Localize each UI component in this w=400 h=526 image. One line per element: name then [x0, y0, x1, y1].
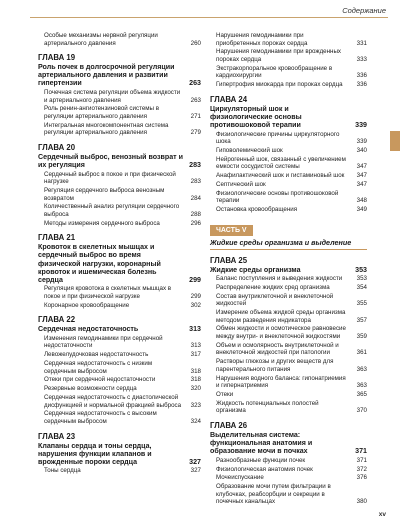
toc-entry-title: Измерение объема жидкой среды организма методом разведения индикатора [216, 309, 346, 324]
chapter-label: ГЛАВА 23 [38, 431, 76, 441]
toc-entry-title: Левожелудочковая недостаточность [44, 351, 149, 359]
toc-entry-page: 355 [356, 300, 367, 308]
toc-entry[interactable] [38, 122, 201, 137]
toc-entry-title: Количественный анализ регуляции сердечного выброса [44, 203, 180, 218]
chapter-title: Жидкие среды организма [210, 265, 301, 274]
toc-entry[interactable] [210, 466, 367, 474]
toc-entry[interactable] [210, 391, 367, 399]
part-heading [210, 219, 367, 250]
toc-entry-page: 333 [356, 55, 367, 63]
toc-entry-title: Септический шок [216, 180, 266, 188]
chapter-heading[interactable] [38, 243, 201, 283]
toc-entry-page: 283 [190, 178, 201, 186]
toc-entry-title: Баланс поступления и выведения жидкости [216, 275, 343, 283]
toc-entry[interactable] [38, 394, 201, 409]
chapter-title: Роль почек в долгосрочной регуляции артериального давления и развитии гипертензии [38, 63, 175, 88]
toc-entry-title: Гиповолемический шок [216, 146, 283, 154]
toc-entry-title: Изменения гемодинамики при сердечной недостаточности [44, 334, 163, 350]
toc-entry[interactable] [210, 474, 367, 482]
toc-entry-title: Роль ренин-ангиотензиновой системы в регуляции артериального давления [44, 105, 159, 120]
running-header-title: Содержание [342, 6, 386, 15]
toc-entry-title: Мочеиспускание [216, 474, 264, 482]
chapter-title: Сердечная недостаточность [38, 325, 139, 334]
part-rule [210, 249, 367, 250]
chapter-page: 371 [355, 447, 367, 456]
toc-entry-page: 323 [190, 401, 201, 409]
toc-entry[interactable] [38, 467, 201, 475]
chapter-page: 353 [355, 265, 367, 274]
chapter-heading[interactable] [210, 105, 367, 129]
chapter-page: 299 [189, 275, 201, 284]
toc-entry-page: 339 [356, 138, 367, 146]
toc-entry-page: 353 [356, 275, 367, 283]
toc-entry[interactable] [210, 284, 367, 292]
toc-entry-page: 284 [190, 194, 201, 202]
toc-entry-title: Сердечная недостаточность с диастолической дисфункцией и нормальной фракцией выброса [44, 393, 182, 409]
toc-entry-title: Распределение жидких сред организма [216, 283, 330, 291]
chapter-page: 283 [189, 161, 201, 169]
toc-entry[interactable] [210, 342, 367, 357]
toc-entry-title: Жидкость потенциальных полостей организма [216, 399, 319, 415]
toc-entry[interactable] [210, 483, 367, 506]
toc-entry[interactable] [210, 147, 367, 155]
toc-entry-page: 380 [356, 498, 367, 506]
chapter-heading[interactable] [38, 153, 201, 169]
toc-entry-page: 347 [356, 172, 367, 180]
toc-entry[interactable] [38, 302, 201, 310]
toc-entry-title: Отеки при сердечной недостаточности [44, 376, 156, 384]
toc-entry-title: Физиологические причины циркуляторного шока [216, 130, 340, 146]
toc-entry[interactable] [210, 32, 367, 47]
chapter-label: ГЛАВА 25 [210, 255, 248, 265]
toc-entry-page: 361 [356, 349, 367, 357]
toc-entry-page: 327 [190, 467, 201, 475]
toc-entry[interactable] [38, 203, 201, 218]
toc-entry-page: 340 [356, 146, 367, 154]
toc-entry-title: Сердечная недостаточность с низким сердечным выбросом [44, 360, 153, 375]
toc-entry-page: 317 [190, 351, 201, 359]
toc-entry-page: 363 [356, 365, 367, 373]
section-thumb-tab [390, 131, 400, 151]
toc-entry[interactable] [38, 171, 201, 186]
toc-entry-title: Физиологическая анатомия почек [216, 465, 313, 473]
toc-entry-title: Резервные возможности сердца [44, 385, 137, 393]
toc-entry-title: Интегральная многокомпонентная система регуляции артериального давления [44, 121, 169, 137]
toc-entry[interactable] [210, 156, 367, 171]
toc-entry[interactable] [210, 309, 367, 324]
toc-entry[interactable] [210, 48, 367, 63]
toc-entry-page: 313 [190, 342, 201, 350]
toc-entry-page: 376 [356, 474, 367, 482]
toc-entry-title: Нарушения гемодинамики при врожденных пороках сердца [216, 48, 341, 63]
chapter-title: Сердечный выброс, венозный возврат и их регуляция [38, 152, 183, 169]
toc-entry-title: Нарушения гемодинамики при приобретенных пороках сердца [216, 32, 308, 47]
toc-entry-page: 372 [356, 465, 367, 473]
toc-entry[interactable] [38, 89, 201, 104]
toc-entry-page: 347 [356, 180, 367, 188]
toc-entry-page: 318 [190, 367, 201, 375]
chapter-page: 327 [189, 457, 201, 466]
toc-entry-page: 363 [356, 382, 367, 390]
toc-entry-page: 336 [356, 81, 367, 89]
chapter-label: ГЛАВА 24 [210, 94, 248, 104]
chapter-page: 313 [189, 325, 201, 334]
toc-entry[interactable] [38, 105, 201, 120]
toc-entry[interactable] [210, 457, 367, 465]
toc-entry-page: 320 [190, 385, 201, 393]
toc-entry[interactable] [38, 335, 201, 350]
toc-entry-page: 370 [356, 407, 367, 415]
toc-entry-page: 302 [190, 301, 201, 309]
chapter-heading[interactable] [38, 63, 201, 87]
toc-entry[interactable] [38, 360, 201, 375]
toc-entry-title: Растворы глюкозы и других веществ для парентерального питания [216, 358, 334, 373]
chapter-title: Кровоток в скелетных мышцах и сердечный выброс во время физической нагрузки, коронарный кровоток и ишемическая болезнь сердца [38, 243, 161, 284]
toc-entry[interactable] [210, 358, 367, 373]
toc-entry[interactable] [210, 65, 367, 80]
toc-entry[interactable] [210, 206, 367, 214]
chapter-label: ГЛАВА 26 [210, 420, 248, 430]
chapter-label: ГЛАВА 22 [38, 315, 76, 325]
toc-entry-page: 357 [356, 316, 367, 324]
toc-entry-page: 359 [356, 333, 367, 341]
toc-entry[interactable] [210, 131, 367, 146]
chapter-page: 263 [189, 79, 201, 88]
chapter-label: ГЛАВА 20 [38, 142, 76, 152]
toc-entry[interactable] [210, 275, 367, 283]
toc-entry[interactable] [38, 410, 201, 425]
part-title: Жидкие среды организма и выделение [210, 237, 352, 247]
toc-entry-title: Разнообразные функции почек [216, 456, 306, 464]
chapter-title: Выделительная система: функциональная анатомия и образование мочи в почках [210, 430, 313, 456]
chapter-heading[interactable] [38, 442, 201, 466]
toc-entry[interactable] [38, 187, 201, 202]
toc-entry[interactable] [38, 285, 201, 300]
toc-entry[interactable] [38, 385, 201, 393]
header-rule [30, 17, 388, 18]
toc-entry[interactable] [210, 293, 367, 308]
toc-entry-title: Нейрогенный шок, связанный с увеличением емкости сосудистой системы [216, 155, 346, 171]
toc-entry-title: Тоны сердца [44, 467, 81, 475]
toc-entry-title: Остановка кровообращения [216, 205, 298, 213]
toc-entry-title: Коронарное кровообращение [44, 301, 130, 309]
toc-entry-page: 271 [190, 112, 201, 120]
toc-entry-page: 288 [190, 210, 201, 218]
toc-entry-title: Регуляция кровотока в скелетных мышцах в покое и при физической нагрузке [44, 285, 172, 300]
toc-entry[interactable] [210, 181, 367, 189]
toc-entry-title: Обмен жидкости и осмотическое равновесие между внутри- и внеклеточной жидкостями [216, 325, 346, 341]
toc-entry-title: Регуляция сердечного выброса венозным возвратом [44, 186, 165, 202]
toc-entry-page: 336 [356, 72, 367, 80]
toc-entry-title: Экстракорпоральное кровообращение в кардиохирургии [216, 64, 333, 80]
chapter-page: 339 [355, 120, 367, 129]
toc-entry[interactable] [38, 376, 201, 384]
page-folio: xv [378, 511, 386, 518]
chapter-heading[interactable] [210, 431, 367, 455]
toc-entry[interactable] [210, 400, 367, 415]
toc-entry-page: 348 [356, 197, 367, 205]
toc-entry[interactable] [210, 172, 367, 180]
part-label: ЧАСТЬ V [210, 225, 253, 236]
toc-entry-title: Нарушения водного баланса: гипонатриемия и гипернатриемия [216, 374, 346, 390]
toc-entry-title: Отеки [216, 390, 234, 398]
toc-entry-page: 347 [356, 163, 367, 171]
toc-entry-page: 318 [190, 376, 201, 384]
chapter-title: Циркуляторный шок и физиологические основы противошоковой терапии [210, 104, 302, 129]
toc-entry-page: 349 [356, 205, 367, 213]
toc-entry-title: Сердечная недостаточность с высоким сердечным выбросом [44, 410, 157, 425]
toc-entry-title: Состав внутриклеточной и внеклеточной жидкостей [216, 292, 334, 308]
toc-entry-title: Физиологические основы противошоковой терапии [216, 189, 339, 205]
toc-entry-title: Анафилактический шок и гистаминовый шок [216, 172, 345, 180]
toc-entry-title: Методы измерения сердечного выброса [44, 219, 160, 227]
toc-entry-title: Особые механизмы нервной регуляции артериального давления [44, 32, 158, 47]
toc-entry-page: 279 [190, 129, 201, 137]
toc-entry[interactable] [38, 351, 201, 359]
toc-entry-page: 354 [356, 283, 367, 291]
toc-right-column [210, 32, 367, 507]
toc-entry-page: 365 [356, 390, 367, 398]
toc-entry-page: 260 [190, 39, 201, 47]
toc-entry-title: Почечная система регуляции объема жидкости и артериального давления [44, 88, 181, 104]
toc-left-column [38, 32, 201, 476]
toc-entry-title: Образование мочи путем фильтрации в клубочках, реабсорбции и секреции в почечных канальцах [216, 483, 331, 506]
chapter-label: ГЛАВА 19 [38, 53, 76, 63]
toc-entry[interactable] [210, 325, 367, 340]
toc-entry[interactable] [38, 32, 201, 47]
toc-entry[interactable] [210, 375, 367, 390]
running-header [0, 0, 400, 22]
toc-entry-page: 371 [356, 456, 367, 464]
toc-entry-title: Гипертрофия миокарда при пороках сердца [216, 81, 343, 89]
toc-entry[interactable] [210, 190, 367, 205]
toc-entry[interactable] [210, 81, 367, 89]
toc-entry-page: 299 [190, 292, 201, 300]
chapter-title: Клапаны сердца и тоны сердца, нарушения функции клапанов и врожденные пороки сердца [38, 441, 152, 466]
toc-entry-page: 331 [356, 39, 367, 47]
toc-entry[interactable] [38, 220, 201, 228]
chapter-heading[interactable] [210, 266, 367, 274]
toc-entry-title: Сердечный выброс в покое и при физической нагрузке [44, 170, 176, 186]
chapter-heading[interactable] [38, 325, 201, 333]
toc-entry-page: 263 [190, 96, 201, 104]
toc-entry-page: 296 [190, 219, 201, 227]
toc-entry-page: 324 [190, 417, 201, 425]
chapter-label: ГЛАВА 21 [38, 233, 76, 243]
toc-entry-title: Объем и осмолярность внутриклеточной и внеклеточной жидкостей при патологии [216, 341, 339, 357]
